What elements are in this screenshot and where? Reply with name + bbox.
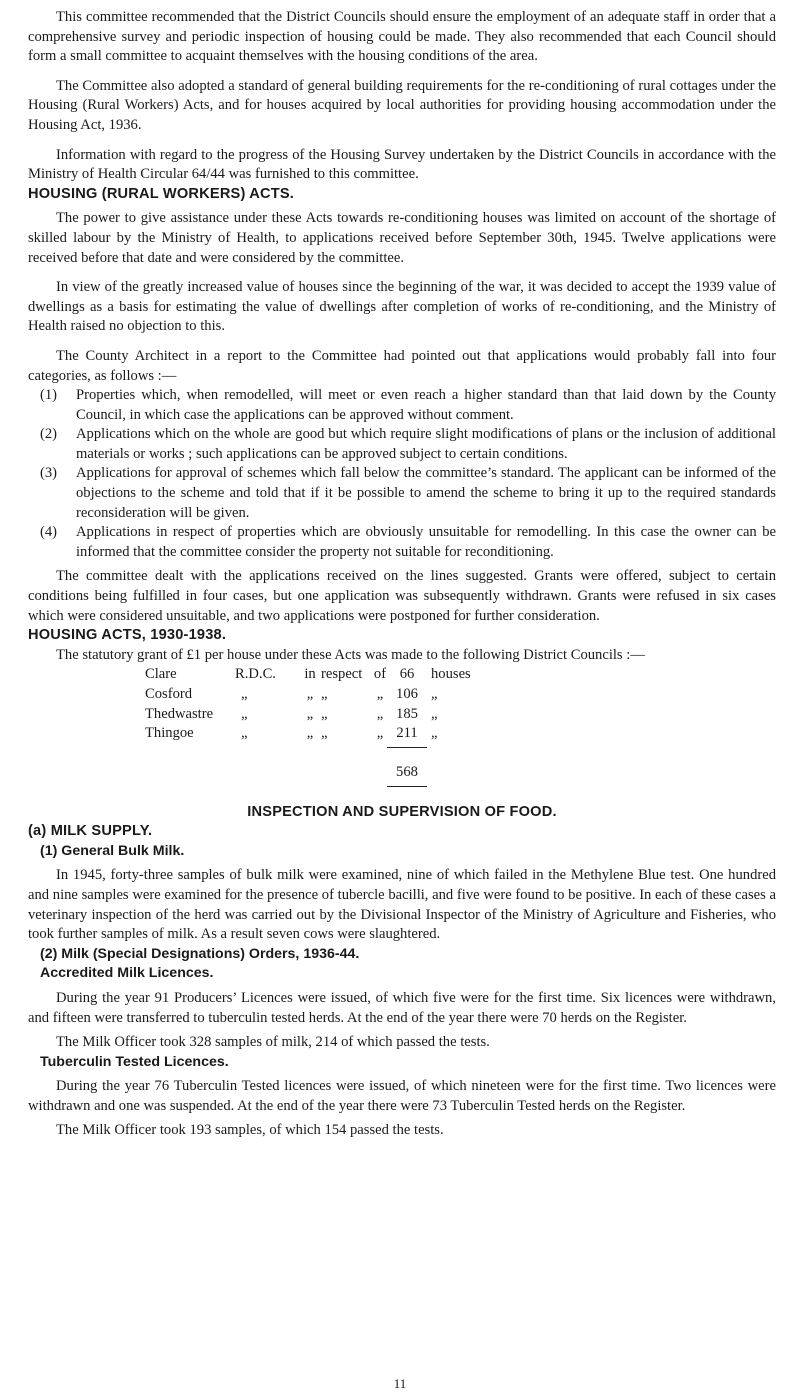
district-name: Thedwastre xyxy=(145,705,214,722)
count-unit: houses xyxy=(431,666,471,683)
rural-paragraph-1: The power to give assistance under these Acts towards re-conditioning houses was limited on account of the shortage of skilled labour by the Ministry of Health, to applications received before September 30th, 1945. Twelve applications were received before that date and were considered by the committee. xyxy=(28,210,776,266)
respect-word: „ xyxy=(321,725,328,742)
house-count: 106 xyxy=(396,686,418,702)
authority-type: „ xyxy=(241,686,248,702)
count-unit: „ xyxy=(431,725,438,742)
count-unit: „ xyxy=(431,686,438,702)
respect-word: „ xyxy=(321,705,328,722)
table-rule-row xyxy=(145,783,471,803)
grants-table xyxy=(145,665,471,802)
tuberculin-paragraph-2: The Milk Officer took 193 samples, of which 154 passed the tests. xyxy=(56,1122,444,1139)
house-count: 185 xyxy=(396,705,418,722)
bulk-milk-paragraph: In 1945, forty-three samples of bulk milk were examined, nine of which failed in the Methylene Blue test. One hundred and nine samples were examined for the presence of tubercle bacilli, and five were found to be positive. In each of these cases a veterinary inspection of the herd was carried out by the Divisional Inspector of the Ministry of Agriculture and Fisheries, who took further samples of milk. As a result seven cows were slaughtered. xyxy=(28,867,776,943)
rural-workers-heading: HOUSING (RURAL WORKERS) ACTS. xyxy=(28,185,295,202)
special-designations-heading: (2) Milk (Special Designations) Orders, 1936-44. xyxy=(40,945,360,962)
district-name: Cosford xyxy=(145,686,193,702)
of-word: „ xyxy=(376,705,384,722)
count-unit: „ xyxy=(431,705,438,722)
tuberculin-paragraph-1: During the year 76 Tuberculin Tested licences were issued, of which nineteen were for the first time. Two licences were withdrawn and one was suspended. At the end of the year there were 73 Tuberculin Tested herds on the Register. xyxy=(28,1078,776,1114)
category-item xyxy=(28,425,776,464)
in-word: „ xyxy=(306,705,314,722)
rural-paragraph-2: In view of the greatly increased value of houses since the beginning of the war, it was decided to accept the 1939 value of dwellings as a basis for estimating the value of dwellings after completion of works of re-conditioning, and the Ministry of Health raised no objection to this. xyxy=(28,279,776,335)
category-number: (2) xyxy=(40,426,58,443)
housing-acts-heading: HOUSING ACTS, 1930-1938. xyxy=(28,627,227,644)
in-word: in xyxy=(304,666,316,683)
rural-paragraph-3: The County Architect in a report to the Committee had pointed out that applications would probably fall into four categories, as follows :— xyxy=(28,347,776,384)
of-word: „ xyxy=(376,725,384,742)
category-number: (4) xyxy=(40,524,58,541)
housing-acts-paragraph: The statutory grant of £1 per house under these Acts was made to the following District Councils :— xyxy=(56,646,645,663)
page-number: 11 xyxy=(393,1376,407,1391)
table-row xyxy=(145,665,471,685)
house-count: 211 xyxy=(396,725,418,742)
category-list xyxy=(28,386,776,562)
of-word: of xyxy=(373,666,387,683)
intro-paragraph-3: Information with regard to the progress of the Housing Survey undertaken by the District Councils in accordance with the Ministry of Health Circular 64/44 was furnished to this committee. xyxy=(28,146,776,183)
table-rule-row xyxy=(145,744,471,764)
intro-paragraph-2: The Committee also adopted a standard of general building requirements for the re-conditioning of rural cottages under the Housing (Rural Workers) Acts, and for houses acquired by local authorities for providing housing accommodation under the Housing Act, 1936. xyxy=(28,77,776,133)
accredited-paragraph-1: During the year 91 Producers’ Licences were issued, of which five were for the first time. Six licences were withdrawn, and fifteen were transferred to tuberculin tested herds. At the end of the year there were 70 herds on the Register. xyxy=(28,989,776,1026)
in-word: „ xyxy=(306,725,314,742)
in-word: „ xyxy=(306,686,314,702)
category-text: Applications which on the whole are good but which require slight modifications of plans or the inclusion of additional materials or works ; such applications can be approved subject to certain conditions. xyxy=(76,426,776,462)
bulk-milk-heading: (1) General Bulk Milk. xyxy=(40,842,185,859)
accredited-paragraph-2: The Milk Officer took 328 samples of milk, 214 of which passed the tests. xyxy=(56,1034,490,1051)
category-item xyxy=(28,386,776,425)
category-text: Properties which, when remodelled, will meet or even reach a higher standard than that laid down by the County Council, in which case the applications can be approved without comment. xyxy=(76,387,776,423)
tuberculin-licences-heading: Tuberculin Tested Licences. xyxy=(40,1053,229,1070)
category-item xyxy=(28,464,776,523)
category-text: Applications for approval of schemes which fall below the committee’s standard. The applicant can be informed of the objections to the scheme and told that if it be possible to amend the scheme to bring it up to the required standards reconsideration will be given. xyxy=(76,465,776,521)
food-inspection-heading: INSPECTION AND SUPERVISION OF FOOD. xyxy=(247,803,557,820)
category-number: (1) xyxy=(40,387,58,404)
table-row xyxy=(145,705,471,725)
total-row xyxy=(145,763,471,783)
category-number: (3) xyxy=(40,465,58,482)
table-row xyxy=(145,724,471,744)
category-item xyxy=(28,523,776,562)
rural-paragraph-4: The committee dealt with the applications received on the lines suggested. Grants were offered, subject to certain conditions being fulfilled in four cases, but one application was subsequently withdrawn. Grants were refused in six cases which were considered unsuitable, and two applications were postponed for further consideration. xyxy=(28,568,776,624)
authority-type: „ xyxy=(241,725,248,742)
sum-rule-bottom xyxy=(387,786,427,787)
district-name: Thingoe xyxy=(145,725,194,742)
authority-type: „ xyxy=(241,705,248,722)
category-text: Applications in respect of properties which are obviously unsuitable for remodelling. In this case the owner can be informed that the committee consider the property not suitable for reconditioning. xyxy=(76,524,776,560)
district-name: Clare xyxy=(145,666,177,683)
authority-type: R.D.C. xyxy=(235,666,276,683)
total-count: 568 xyxy=(396,764,418,781)
document-page xyxy=(28,8,776,1141)
intro-paragraph-1: This committee recommended that the District Councils should ensure the employment of an adequate staff in order that a comprehensive survey and periodic inspection of housing could be made. They also recommended that each Council should form a small committee to acquaint themselves with the housing conditions of the area. xyxy=(28,9,776,65)
house-count: 66 xyxy=(399,666,415,683)
sum-rule-top xyxy=(387,747,427,748)
respect-word: „ xyxy=(321,686,328,702)
of-word: „ xyxy=(376,686,384,702)
milk-supply-heading: (a) MILK SUPPLY. xyxy=(28,823,153,840)
respect-word: respect xyxy=(321,666,363,683)
table-row xyxy=(145,685,471,705)
accredited-licences-heading: Accredited Milk Licences. xyxy=(40,965,214,982)
